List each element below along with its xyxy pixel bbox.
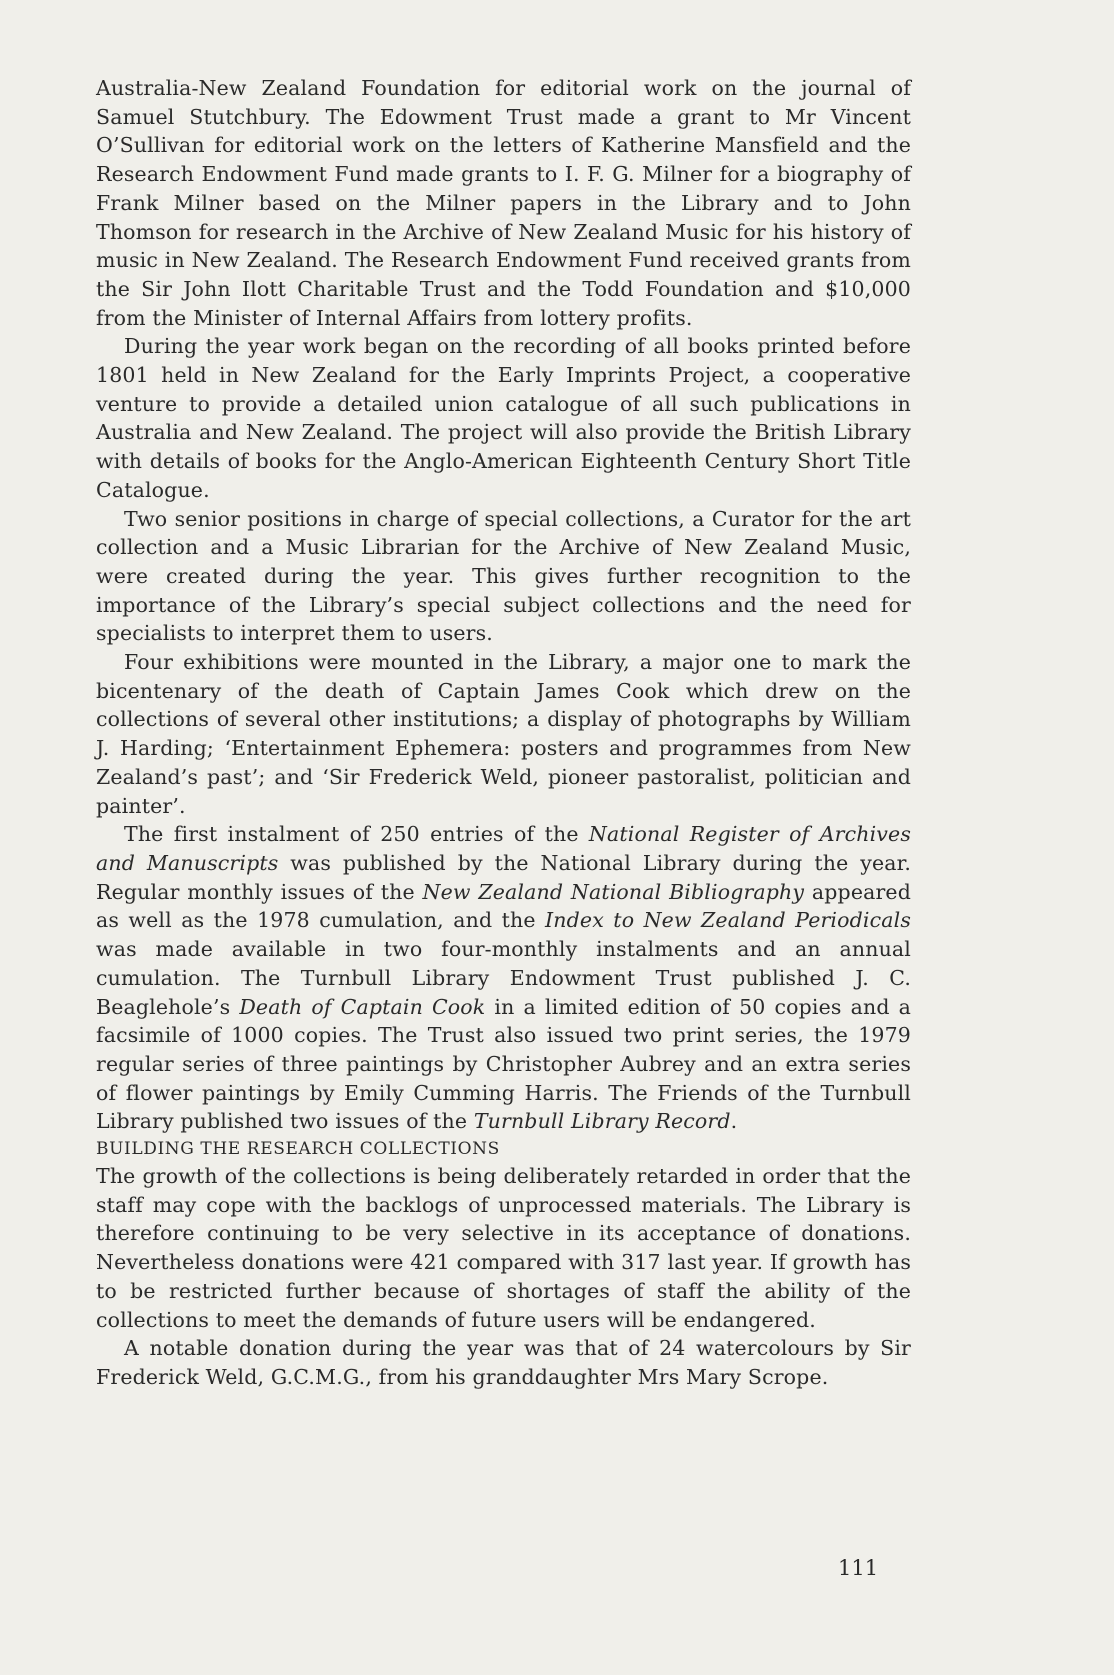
paragraph-early-imprints: During the year work began on the recording of all books printed before 1801 held in New Zealand for the Early Imprints Project, a cooperative venture to provide a detailed union catalogue of all such publications in Australia and New Zealand. The project will also provide the British Library with details of books for the Anglo-American Eighteenth Century Short Title Catalogue. [96,334,911,502]
paragraph-continued: Australia-New Zealand Foundation for editorial work on the journal of Samuel Stutchbury. The Edowment Trust made a grant to Mr Vincent O’Sullivan for editorial work on the letters of Katherine Mansfield and the Research Endowment Fund made grants to I. F. G. Milner for a biography of Frank Milner based on the Milner papers in the Library and to John Thomson for research in the Archive of New Zealand Music for his history of music in New Zealand. The Research Endowment Fund received grants from the Sir John Ilott Charitable Trust and the Todd Foundation and $10,000 from the Minister of Internal Affairs from lottery profits. [96,76,911,330]
text-run: The first instalment of 250 entries of the [124,822,589,847]
text-run: appeared as well as the 1978 cumulation, and the [96,879,911,933]
text-run: . [730,1109,738,1134]
text-run: in a limited edition of 50 copies and a facsimile of 1000 copies. The Trust also issued two print series, the 1979 regular series of three paintings by Christopher Aubrey and an extra series of flower paintings by Emily Cumming Harris. The Friends of the Turnbull Library published two issues of the [96,994,911,1134]
italic-title: New Zealand National Bibliography [422,879,805,904]
italic-title: Index to New Zealand Periodicals [545,908,911,933]
italic-title: National Register of Archives and Manuscripts [96,822,911,875]
text-run: was made available in two four-monthly instalments and an annual cumulation. The Turnbull Library Endowment Trust published J. C. Beaglehole’s [96,937,911,1019]
paragraph-growth: The growth of the collections is being deliberately retarded in order that the staff may cope with the backlogs of unprocessed materials. The Library is therefore continuing to be very selective in its acceptance of donations. Nevertheless donations were 421 compared with 317 last year. If growth has to be restricted further because of shortages of staff the ability of the collections to meet the demands of future users will be endangered. [96,1164,911,1332]
paragraph-donation: A notable donation during the year was that of 24 watercolours by Sir Frederick Weld, G.C.M.G., from his granddaughter Mrs Mary Scrope. [96,1336,911,1389]
paragraph-senior-positions: Two senior positions in charge of special collections, a Curator for the art collection and a Music Librarian for the Archive of New Zealand Music, were created during the year. This gives further recognition to the importance of the Library’s special subject collections and the need for specialists to interpret them to users. [96,506,911,646]
section-heading: BUILDING THE RESEARCH COLLECTIONS [96,1139,500,1160]
italic-title: Death of Captain Cook [239,994,486,1019]
page-number: 111 [838,1556,879,1580]
paragraph-exhibitions: Four exhibitions were mounted in the Library, a major one to mark the bicentenary of the death of Captain James Cook which drew on the collections of several other institutions; a display of photographs by William J. Harding; ‘Entertainment Ephemera: posters and programmes from New Zealand’s past’; and ‘Sir Frederick Weld, pioneer pastoralist, politician and painter’. [96,650,911,818]
italic-title: Turnbull Library Record [473,1109,731,1134]
text-run: was published by the National Library during the year. Regular monthly issues of the [96,850,911,904]
paragraph-publications [96,820,911,1136]
body-text [96,74,911,1392]
